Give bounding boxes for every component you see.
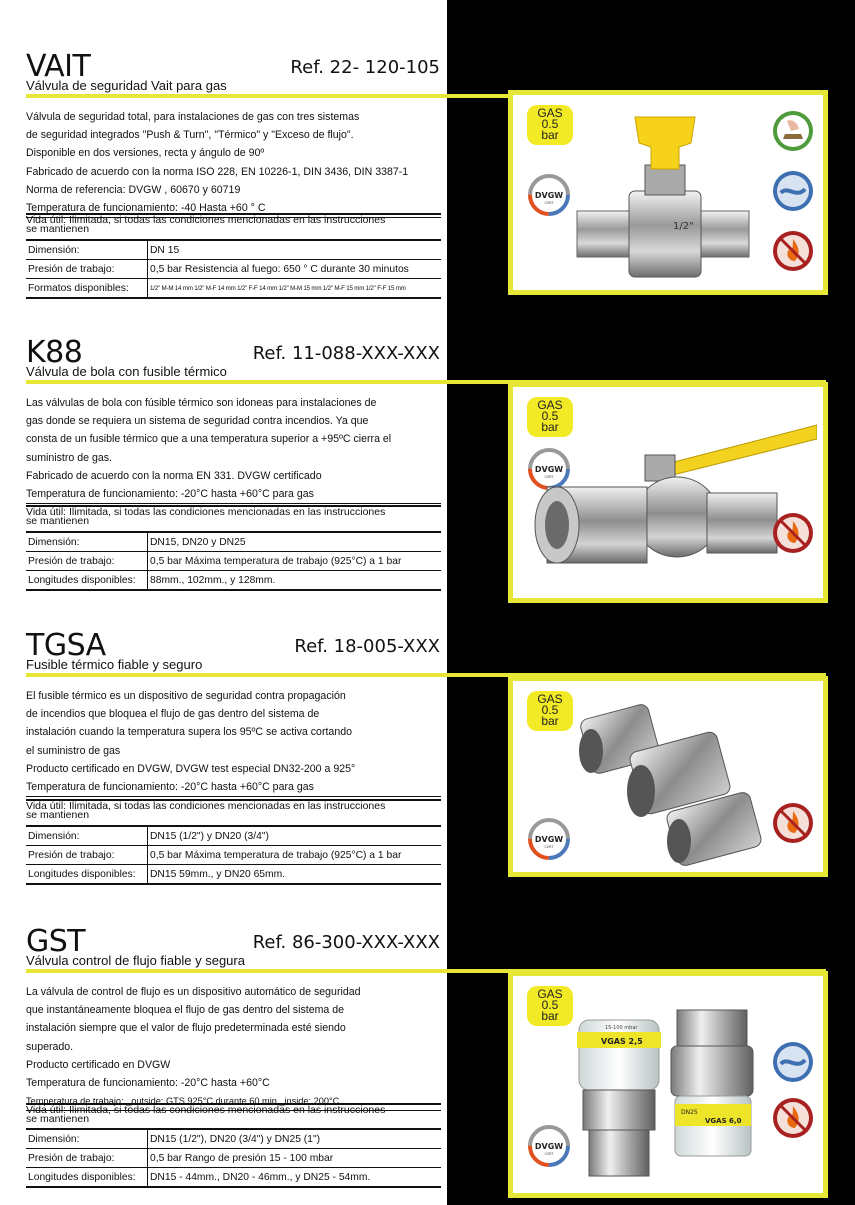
spec-key: Presión de trabajo: [26, 552, 148, 571]
dvgw-cert-label: CERT [544, 845, 554, 849]
spec-key: Presión de trabajo: [26, 846, 148, 865]
vida-util [26, 505, 441, 525]
gas-badge-line: bar [541, 128, 559, 142]
description-line: que instantáneamente bloquea el flujo de gas dentro del sistema de [26, 1004, 345, 1017]
product-header [26, 335, 446, 382]
description-line: superado. [26, 1040, 74, 1053]
spec-value: 1/2" M-M 14 mm 1/2" M-F 14 mm 1/2" F-F 14 mm 1/2" M-M 15 mm 1/2" M-F 15 mm 1/2" F-F 15 mm [148, 279, 442, 299]
spec-key: Longitudes disponibles: [26, 1168, 148, 1188]
description-line: Temperatura de funcionamiento: -20°C hasta +60°C para gas [26, 778, 441, 797]
tgsa-fuse-illustration [575, 691, 765, 871]
gas-badge-line: bar [541, 714, 559, 728]
spec-key: Formatos disponibles: [26, 279, 148, 299]
gst-label-b: VGAS 6,0 [705, 1117, 742, 1125]
gas-badge-line: 0.5 [541, 409, 559, 423]
table-row [26, 1149, 441, 1168]
gas-badge-line: 0.5 [541, 703, 559, 717]
description-line: Producto certificado en DVGW, DVGW test especial DN32-200 a 925° [26, 762, 356, 775]
description-line: instalación siempre que el valor de flujo predeterminada esté siendo [26, 1022, 346, 1035]
gas-badge-line: 0.5 [541, 117, 559, 131]
vait-valve-illustration [575, 103, 755, 290]
product-image [513, 95, 823, 290]
specs-table [26, 825, 441, 885]
spec-key: Presión de trabajo: [26, 1149, 148, 1168]
spec-value: 0,5 bar Resistencia al fuego: 650 ° C durante 30 minutos [148, 260, 442, 279]
table-row [26, 552, 441, 571]
product-name: VAIT [26, 49, 91, 84]
product-description [26, 983, 441, 1111]
k88-valve-illustration [527, 407, 817, 597]
description-line: de incendios que bloquea el flujo de gas dentro del sistema de [26, 708, 320, 721]
dvgw-label: DVGW [534, 835, 564, 844]
product-name: GST [26, 924, 86, 959]
description-line: Fabricado de acuerdo con la norma ISO 228, EN 10226-1, DIN 3436, DIN 3387-1 [26, 165, 409, 178]
vida-util-line: se mantienen [26, 514, 90, 527]
table-row [26, 1168, 441, 1188]
product-image-frame [508, 382, 828, 603]
table-row [26, 240, 441, 260]
gas-pressure-badge [527, 986, 573, 1026]
description-line: Temperatura de funcionamiento: -40 Hasta +60 ° C [26, 199, 441, 218]
product-image [513, 976, 823, 1193]
description-line: de seguridad integrados "Push & Turn", "Térmico" y "Exceso de flujo". [26, 129, 354, 142]
gst-label-c: 15-100 mbar [605, 1025, 638, 1031]
product-description [26, 394, 441, 504]
vida-util-line: Vida útil: Ilimitada, si todas las condiciones mencionadas en las instrucciones [26, 214, 386, 226]
spec-value: DN 15 [148, 240, 442, 260]
gas-badge-line: GAS [537, 106, 563, 120]
table-row [26, 571, 441, 591]
specs-table [26, 531, 441, 591]
gas-badge-line: bar [541, 1009, 559, 1023]
flow-icon [771, 1040, 815, 1084]
product-description [26, 108, 441, 218]
product-reference: Ref. 18-005-XXX [294, 636, 440, 657]
product-image [513, 387, 823, 598]
gas-pressure-badge [527, 105, 573, 145]
spec-key: Dimensión: [26, 532, 148, 552]
description-line: La válvula de control de flujo es un dispositivo automático de seguridad [26, 986, 361, 998]
table-row [26, 1129, 441, 1149]
dvgw-cert-icon [527, 817, 571, 861]
gst-label-d: DN25 [681, 1109, 698, 1116]
product-subtitle: Válvula control de flujo fiable y segura [26, 953, 245, 968]
product-subtitle: Fusible térmico fiable y seguro [26, 657, 203, 672]
fire-icon [771, 229, 815, 273]
vida-util [26, 213, 441, 233]
flow-icon [771, 169, 815, 213]
gas-pressure-badge [527, 691, 573, 731]
table-row [26, 279, 441, 299]
gas-badge-line: GAS [537, 692, 563, 706]
dvgw-cert-label: CERT [544, 1152, 554, 1156]
spec-key: Longitudes disponibles: [26, 571, 148, 591]
description-line: consta de un fusible térmico que a una temperatura superior a +95ºC cierra el [26, 433, 392, 446]
product-reference: Ref. 86-300-XXX-XXX [252, 932, 440, 953]
dvgw-cert-icon [527, 173, 571, 217]
product-description [26, 687, 441, 797]
description-line: Disponible en dos versiones, recta y ángulo de 90º [26, 147, 265, 160]
spec-value: DN15 (1/2") y DN20 (3/4") [148, 826, 442, 846]
product-header [26, 924, 446, 971]
spec-key: Dimensión: [26, 240, 148, 260]
table-row [26, 532, 441, 552]
table-row [26, 846, 441, 865]
gst-flow-valve-illustration [571, 996, 761, 1192]
product-reference: Ref. 11-088-XXX-XXX [252, 343, 440, 364]
vida-util [26, 799, 441, 819]
table-row [26, 826, 441, 846]
spec-key: Longitudes disponibles: [26, 865, 148, 885]
product-image-frame [508, 90, 828, 295]
vida-util-line: se mantienen [26, 1112, 90, 1125]
spec-key: Presión de trabajo: [26, 260, 148, 279]
description-line: gas donde se requiera un sistema de seguridad contra incendios. Ya que [26, 415, 369, 428]
product-name: TGSA [26, 628, 106, 663]
vida-util [26, 1103, 441, 1123]
vida-util-line: Vida útil: Ilimitada, si todas las condiciones mencionadas en las instrucciones [26, 800, 386, 812]
description-line: Temperatura de trabajo: _outside: GTS 925°C durante 60 min._inside: 200°C [26, 1092, 441, 1111]
specs-table [26, 1128, 441, 1188]
spec-value: DN15 - 44mm., DN20 - 46mm., y DN25 - 54mm. [148, 1168, 442, 1188]
description-line: Norma de referencia: DVGW , 60670 y 60719 [26, 183, 241, 196]
product-subtitle: Válvula de bola con fusible térmico [26, 364, 227, 379]
gst-label-a: VGAS 2,5 [601, 1037, 643, 1046]
spec-key: Dimensión: [26, 826, 148, 846]
spec-value: DN15 (1/2"), DN20 (3/4") y DN25 (1") [148, 1129, 442, 1149]
dvgw-cert-icon [527, 1124, 571, 1168]
vida-util-line: Vida útil: Ilimitada, si todas las condiciones mencionadas en las instrucciones [26, 1104, 386, 1116]
gas-badge-line: bar [541, 420, 559, 434]
vida-util-line: se mantienen [26, 808, 90, 821]
vida-util-line: se mantienen [26, 222, 90, 235]
gas-badge-line: GAS [537, 398, 563, 412]
gas-badge-line: 0.5 [541, 998, 559, 1012]
table-row [26, 260, 441, 279]
gas-badge-line: GAS [537, 987, 563, 1001]
description-line: El fusible térmico es un dispositivo de seguridad contra propagación [26, 690, 346, 702]
description-line: Temperatura de funcionamiento: -20°C hasta +60°C para gas [26, 485, 441, 504]
spec-value: DN15 59mm., y DN20 65mm. [148, 865, 442, 885]
spec-value: 0,5 bar Máxima temperatura de trabajo (925°C) a 1 bar [148, 846, 442, 865]
description-line: Las válvulas de bola con fúsible térmico son idoneas para instalaciones de [26, 397, 377, 409]
description-line: el suministro de gas [26, 744, 121, 757]
spec-value: 0,5 bar Máxima temperatura de trabajo (925°C) a 1 bar [148, 552, 442, 571]
product-name: K88 [26, 335, 83, 370]
table-row [26, 865, 441, 885]
description-line: Temperatura de funcionamiento: -20°C hasta +60°C [26, 1077, 270, 1090]
vida-util-line: Vida útil: Ilimitada, si todas las condiciones mencionadas en las instrucciones [26, 506, 386, 518]
dvgw-label: DVGW [534, 191, 564, 200]
specs-table [26, 239, 441, 299]
description-line: instalación cuando la temperatura supera los 95ºC se activa cortando [26, 726, 352, 739]
spec-key: Dimensión: [26, 1129, 148, 1149]
description-line: Producto certificado en DVGW [26, 1058, 171, 1071]
product-image [513, 681, 823, 872]
description-line: Fabricado de acuerdo con la norma EN 331. DVGW certificado [26, 469, 322, 482]
spec-value: 88mm., 102mm., y 128mm. [148, 571, 442, 591]
dvgw-cert-label: CERT [544, 475, 554, 479]
dvgw-label: DVGW [534, 465, 564, 474]
product-header [26, 628, 446, 675]
hand-icon [771, 109, 815, 153]
product-header [26, 49, 446, 96]
product-subtitle: Válvula de seguridad Vait para gas [26, 78, 227, 93]
dvgw-label: DVGW [534, 1142, 564, 1151]
product-image-frame [508, 676, 828, 877]
product-reference: Ref. 22- 120-105 [290, 57, 440, 78]
description-line: Válvula de seguridad total, para instalaciones de gas con tres sistemas [26, 111, 360, 123]
description-line: suministro de gas. [26, 451, 112, 464]
dvgw-cert-label: CERT [544, 201, 554, 205]
spec-value: 0,5 bar Rango de presión 15 - 100 mbar [148, 1149, 442, 1168]
product-image-frame [508, 971, 828, 1198]
size-marking: 1/2" [673, 221, 694, 232]
fire-icon [771, 801, 815, 845]
fire-icon [771, 1096, 815, 1140]
spec-value: DN15, DN20 y DN25 [148, 532, 442, 552]
fire-icon [771, 511, 815, 555]
